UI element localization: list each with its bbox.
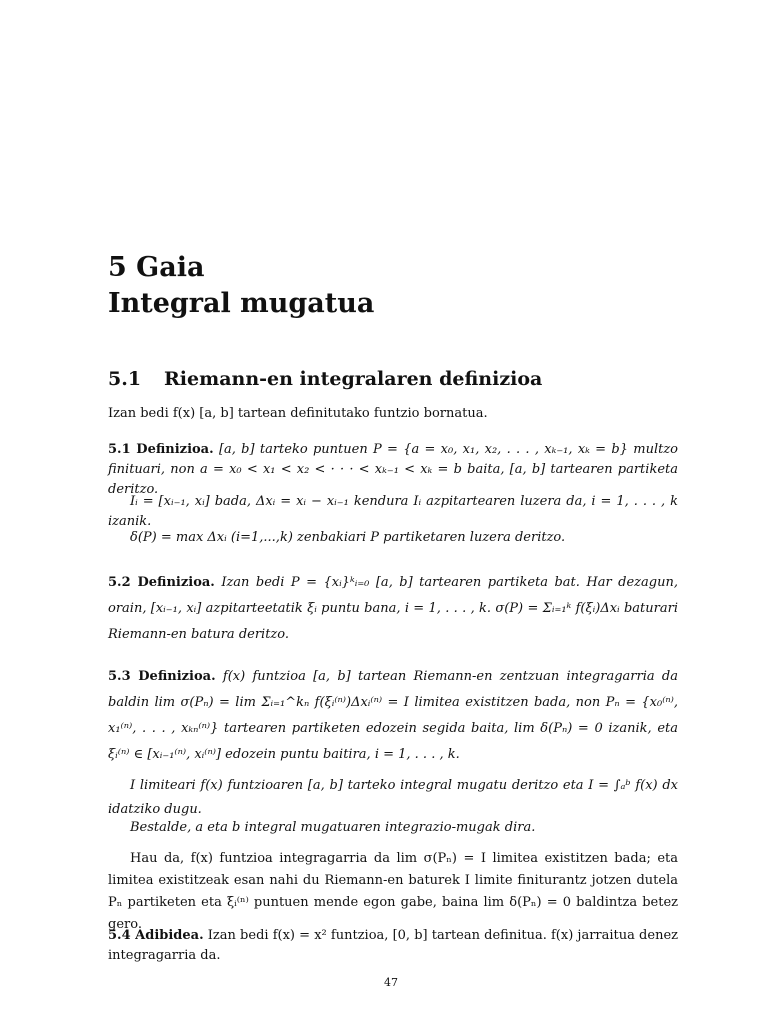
section-heading [108, 368, 542, 390]
def-label: 5.2 Definizioa. [108, 575, 215, 590]
section-number: 5.1 [108, 368, 142, 390]
definition-5-1 [108, 440, 678, 500]
example-label: 5.4 Adibidea. [108, 928, 204, 943]
def-text: Izan bedi P = {xᵢ}ᵏᵢ₌₀ [a, b] tartearen partiketa bat. Har dezagun, orain, [xᵢ₋₁, xᵢ] azpitarteetatik ξᵢ puntu bana, i = 1, . . . , k. σ(P) = Σᵢ₌₁ᵏ f(ξᵢ)Δxᵢ baturari Riemann-en batura deritzo. [108, 575, 678, 642]
example-text: Izan bedi f(x) = x² funtzioa, [0, b] tartean definitua. f(x) jarraitua denez integragarria da. [108, 928, 678, 963]
definition-5-3-c: Bestalde, a eta b integral mugatuaren integrazio-mugak dira. [130, 820, 536, 835]
def-text: f(x) funtzioa [a, b] tartean Riemann-en zentzuan integragarria da baldin lim σ(Pₙ) = lim Σᵢ₌₁^kₙ f(ξᵢ⁽ⁿ⁾)Δxᵢ⁽ⁿ⁾ = I limitea existitzen bada, non Pₙ = {x₀⁽ⁿ⁾, x₁⁽ⁿ⁾, . . . , xₖₙ⁽ⁿ⁾} tartearen partiketen edozein segida baita, lim δ(Pₙ) = 0 izanik, eta ξᵢ⁽ⁿ⁾ ∈ [xᵢ₋₁⁽ⁿ⁾, xᵢ⁽ⁿ⁾] edozein puntu baitira, i = 1, . . . , k. [108, 669, 678, 762]
def-text: [a, b] tarteko puntuen P = {a = x₀, x₁, x₂, . . . , xₖ₋₁, xₖ = b} multzo finituari, non a = x₀ < x₁ < x₂ < · · · < xₖ₋₁ < xₖ = b baita, [a, b] tartearen partiketa deritzo. [108, 442, 678, 497]
definition-5-3 [108, 664, 678, 768]
definition-5-2 [108, 570, 678, 648]
page-number: 47 [384, 976, 398, 989]
definition-5-3-b: I limiteari f(x) funtzioaren [a, b] tarteko integral mugatu deritzo eta I = ∫ₐᵇ f(x) dx idatziko dugu. [108, 778, 678, 817]
definition-5-1-b: Iᵢ = [xᵢ₋₁, xᵢ] bada, Δxᵢ = xᵢ − xᵢ₋₁ kendura Iᵢ azpitartearen luzera da, i = 1, . . . , k izanik. [108, 494, 678, 529]
chapter-number: 5 Gaia [108, 252, 205, 283]
section-title: Riemann-en integralaren definizioa [164, 368, 543, 390]
definition-5-1-c: δ(P) = max Δxᵢ (i=1,...,k) zenbakiari P partiketaren luzera deritzo. [130, 530, 566, 545]
def-label: 5.1 Definizioa. [108, 442, 214, 457]
example-5-4 [108, 926, 678, 966]
chapter-title: Integral mugatua [108, 288, 375, 319]
intro-paragraph: Izan bedi f(x) [a, b] tartean definitutako funtzio bornatua. [108, 406, 488, 421]
def-label: 5.3 Definizioa. [108, 669, 216, 684]
explanation-paragraph: Hau da, f(x) funtzioa integragarria da lim σ(Pₙ) = I limitea existitzen bada; eta limitea existitzeak esan nahi du Riemann-en baturek I limite finiturantz jotzen dutela Pₙ partiketen eta ξᵢ⁽ⁿ⁾ puntuen mende egon gabe, baina lim δ(Pₙ) = 0 baldintza betez gero. [108, 851, 678, 932]
